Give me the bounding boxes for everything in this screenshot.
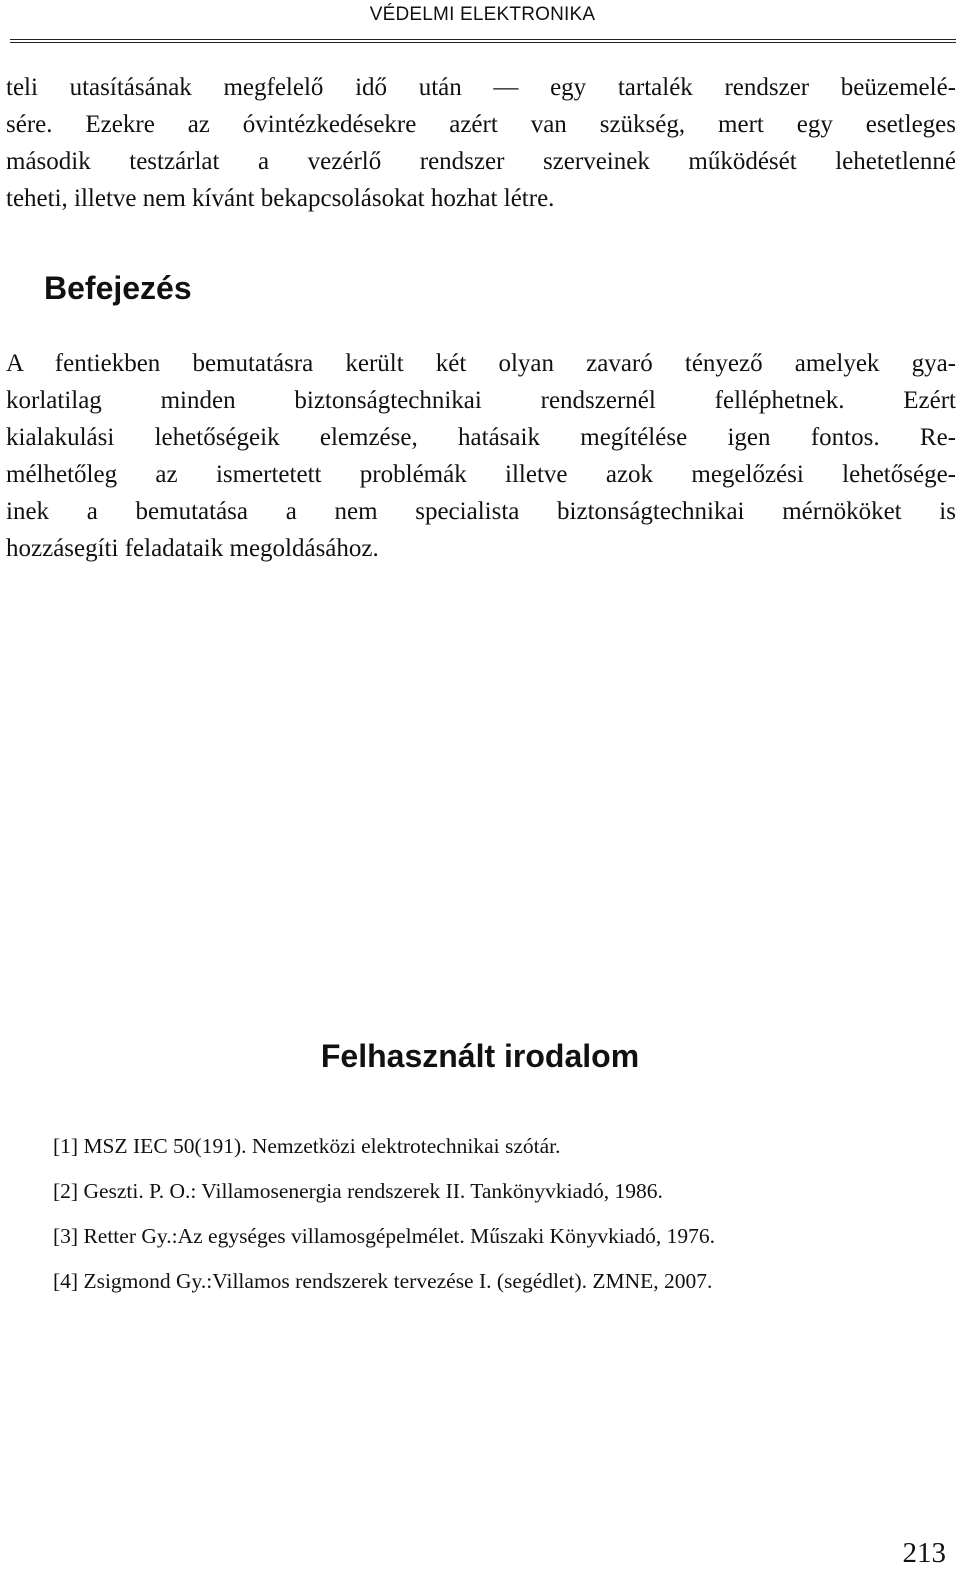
reference-item: [2] Geszti. P. O.: Villamosenergia rendszerek II. Tankönyvkiadó, 1986. [53,1179,663,1203]
section-heading-conclusion: Befejezés [44,270,192,306]
text-line: sére. Ezekre az óvintézkedésekre azért van szükség, mert egy esetleges [6,111,956,138]
reference-item: [4] Zsigmond Gy.:Villamos rendszerek tervezése I. (segédlet). ZMNE, 2007. [53,1269,713,1293]
body-paragraph-conclusion [6,345,956,567]
body-paragraph-intro [6,69,956,217]
text-line: korlatilag minden biztonságtechnikai rendszernél felléphetnek. Ezért [6,387,956,414]
reference-list [53,1133,715,1313]
text-line: teli utasításának megfelelő idő után — egy tartalék rendszer beüzemelé- [6,74,956,101]
section-heading-references: Felhasznált irodalom [320,1038,640,1074]
text-line: teheti, illetve nem kívánt bekapcsolásokat hozhat létre. [6,185,555,212]
header-rule-thin [10,42,956,43]
text-line: mélhetőleg az ismertetett problémák illetve azok megelőzési lehetősége- [6,461,956,488]
reference-item: [3] Retter Gy.:Az egységes villamosgépelmélet. Műszaki Könyvkiadó, 1976. [53,1224,715,1248]
page-number: 213 [902,1537,946,1569]
header-rule [10,39,956,40]
text-line: kialakulási lehetőségeik elemzése, hatásaik megítélése igen fontos. Re- [6,424,956,451]
reference-item: [1] MSZ IEC 50(191). Nemzetközi elektrotechnikai szótár. [53,1134,561,1158]
text-line: második testzárlat a vezérlő rendszer szerveinek működését lehetetlenné [6,148,956,175]
text-line: hozzásegíti feladataik megoldásához. [6,535,379,562]
text-line: A fentiekben bemutatásra került két olyan zavaró tényező amelyek gya- [6,350,956,377]
running-header-title: VÉDELMI ELEKTRONIKA [369,4,596,25]
text-line: inek a bemutatása a nem specialista biztonságtechnikai mérnököket is [6,498,956,525]
